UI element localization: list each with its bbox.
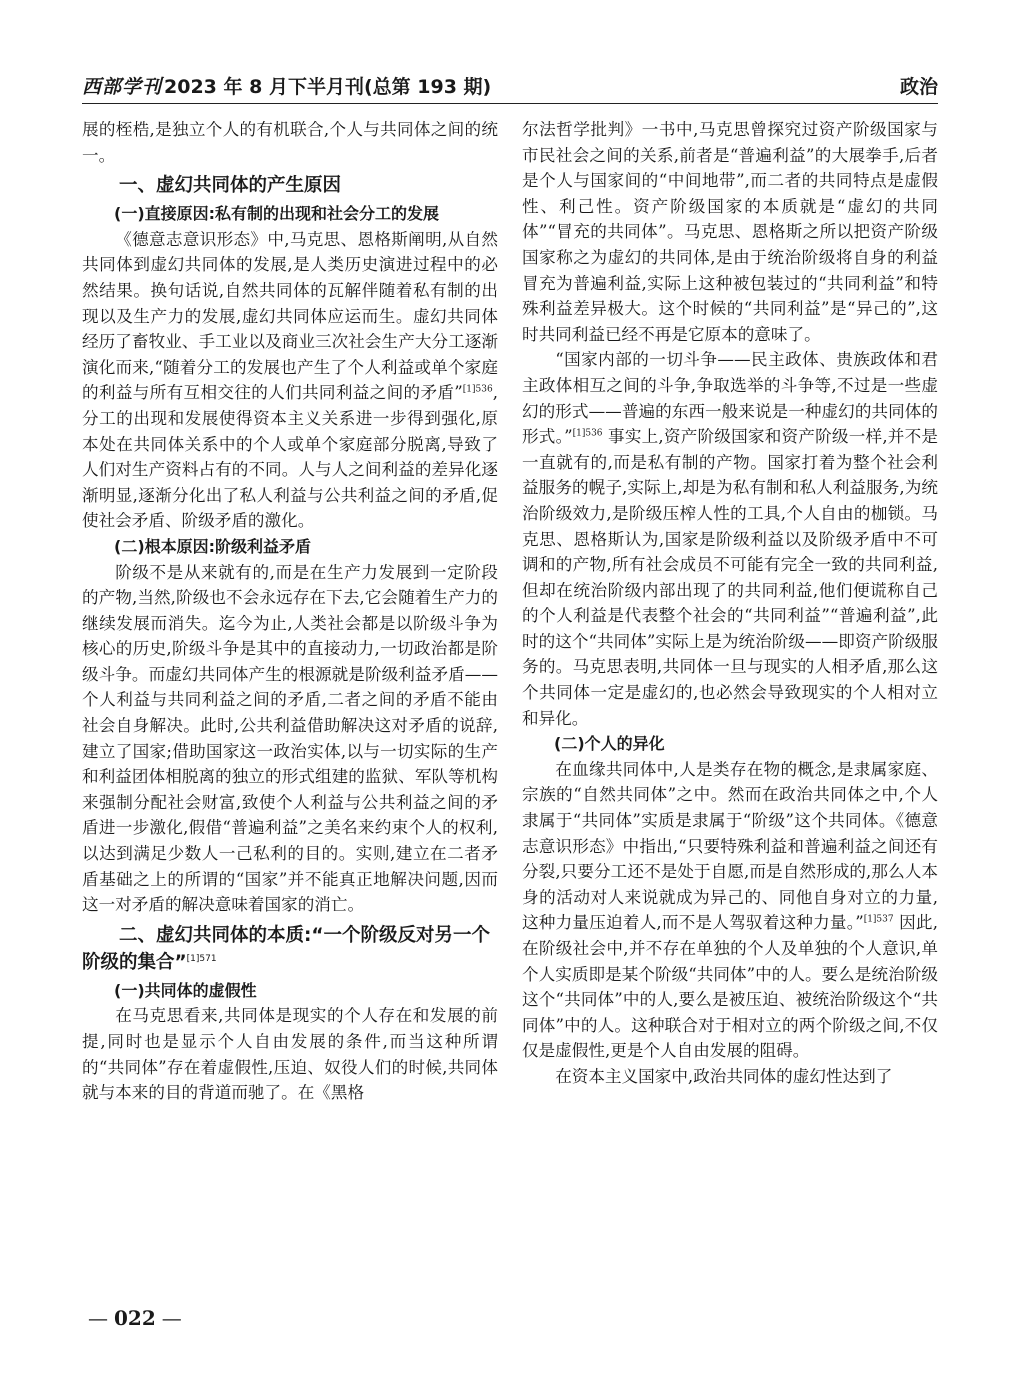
subsection-heading: (二)根本原因:阶级利益矛盾 (114, 536, 312, 556)
running-header (82, 72, 938, 102)
paragraph: 在资本主义国家中,政治共同体的虚幻性达到了 (555, 1066, 893, 1086)
section-label: 政治 (899, 76, 938, 98)
citation: [1]536 (462, 384, 493, 395)
folio-dash: — (161, 1306, 182, 1330)
citation: [1]537 (863, 914, 894, 925)
paragraph: 展的桎梏,是独立个人的有机联合,个人与共同体之间的统一。 (82, 120, 498, 165)
journal-masthead (82, 72, 491, 99)
paragraph-text: “国家内部的一切斗争——民主政体、贵族政体和君主政体相互之间的斗争,争取选举的斗争等,不过是一些虚幻的形式——普遍的东西一般来说是一种虚幻的共同体的形式。” (522, 350, 938, 447)
section-heading (82, 922, 498, 976)
paragraph: 在马克思看来,共同体是现实的个人存在和发展的前提,同时也是显示个人自由发展的条件,而当这种所谓的“共同体”存在着虚假性,压迫、奴役人们的时候,共同体就与本来的目的背道而驰了。在《黑格 (82, 1006, 498, 1103)
paragraph (82, 227, 498, 534)
paragraph-text: 《德意志意识形态》中,马克思、恩格斯阐明,从自然共同体到虚幻共同体的发展,是人类历史演进过程中的必然结果。换句话说,自然共同体的瓦解伴随着私有制的出现以及生产力的发展,虚幻共同体应运而生。虚幻共同体经历了畜牧业、手工业以及商业三次社会生产大分工逐渐演化而来,“随着分工的发展也产生了个人利益或单个家庭的利益与所有互相交往的人们共同利益之间的矛盾” (82, 229, 498, 403)
journal-logo: 西部学刊 (82, 76, 163, 98)
header-rule (82, 103, 938, 104)
page-footer (82, 1306, 188, 1330)
paragraph: 尔法哲学批判》一书中,马克思曾探究过资产阶级国家与市民社会之间的关系,前者是“普遍利益”的大展拳手,后者是个人与国家间的“中间地带”,而二者的共同特点是虚假性、利己性。资产阶级国家的本质就是“虚幻的共同体”“冒充的共同体”。马克思、恩格斯之所以把资产阶级国家称之为虚幻的共同体,是由于统治阶级将自身的利益冒充为普遍利益,实际上这种被包装过的“共同利益”和特殊利益差异极大。这个时候的“共同利益”是“异己的”,这时共同利益已经不再是它原本的意味了。 (522, 120, 938, 344)
paragraph-text: ,分工的出现和发展使得资本主义关系进一步得到强化,原本处在共同体关系中的个人或单个家庭部分脱离,导致了人们对生产资料占有的不同。人与人之间利益的差异化逐渐明显,逐渐分化出了私人利益与公共利益之间的矛盾,促使社会矛盾、阶级矛盾的激化。 (82, 383, 498, 531)
subsection-heading: (一)共同体的虚假性 (114, 980, 257, 1000)
section-heading: 一、虚幻共同体的产生原因 (119, 175, 342, 197)
citation: [1]571 (186, 953, 217, 964)
subsection-heading: (一)直接原因:私有制的出现和社会分工的发展 (114, 204, 440, 224)
subsection-heading: (二)个人的异化 (554, 734, 665, 754)
paragraph (522, 347, 938, 731)
citation: [1]536 (572, 428, 603, 439)
left-column (82, 117, 498, 1106)
page-number: 022 (114, 1306, 156, 1330)
folio-dash: — (88, 1306, 108, 1330)
paragraph-text: 在血缘共同体中,人是类存在物的概念,是隶属家庭、宗族的“自然共同体”之中。然而在政治共同体之中,个人隶属于“共同体”实质是隶属于“阶级”这个共同体。《德意志意识形态》中指出,“只要特殊利益和普遍利益之间还有分裂,只要分工还不是处于自愿,而是自然形成的,那么人本身的活动对人来说就成为异己的、同他自身对立的力量,这种力量压迫着人,而不是人驾驭着这种力量。” (522, 759, 938, 933)
paragraph (522, 757, 938, 1064)
right-column (522, 117, 938, 1090)
section-heading-text: 二、虚幻共同体的本质:“一个阶级反对另一个阶级的集合” (82, 924, 491, 973)
paragraph-text: 事实上,资产阶级国家和资产阶级一样,并不是一直就有的,而是私有制的产物。国家打着为整个社会利益服务的幌子,实际上,却是为私有制和私人利益服务,为统治阶级效力,是阶级压榨人性的工具,个人自由的枷锁。马克思、恩格斯认为,国家是阶级利益以及阶级矛盾中不可调和的产物,所有社会成员不可能有完全一致的共同利益,但却在统治阶级内部出现了的共同利益,他们便谎称自己的个人利益是代表整个社会的“共同利益”“普遍利益”,此时的这个“共同体”实际上是为统治阶级——即资产阶级服务的。马克思表明,共同体一旦与现实的人相矛盾,那么这个共同体一定是虚幻的,也必然会导致现实的个人相对立和异化。 (522, 427, 938, 728)
issue-info: 2023 年 8 月下半月刊(总第 193 期) (164, 76, 492, 98)
paragraph: 阶级不是从来就有的,而是在生产力发展到一定阶段的产物,当然,阶级也不会永远存在下去,它会随着生产力的继续发展而消失。迄今为止,人类社会都是以阶级斗争为核心的历史,阶级斗争是其中的直接动力,一切政治都是阶级斗争。而虚幻共同体产生的根源就是阶级利益矛盾——个人利益与共同利益之间的矛盾,二者之间的矛盾不能由社会自身解决。此时,公共利益借助解决这对矛盾的说辞,建立了国家;借助国家这一政治实体,以与一切实际的生产和利益团体相脱离的独立的形式组建的监狱、军队等机构来强制分配社会财富,致使个人利益与公共利益之间的矛盾进一步激化,假借“普遍利益”之美名来约束个人的权利,以达到满足少数人一己私利的目的。实则,建立在二者矛盾基础之上的所谓的“国家”并不能真正地解决问题,因而这一对矛盾的解决意味着国家的消亡。 (82, 562, 498, 915)
paragraph-text: 因此,在阶级社会中,并不存在单独的个人及单独的个人意识,单个人实质即是某个阶级“共同体”中的人。要么是统治阶级这个“共同体”中的人,要么是被压迫、被统治阶级这个“共同体”中的人。这种联合对于相对立的两个阶级之间,不仅仅是虚假性,更是个人自由发展的阻碍。 (522, 913, 938, 1061)
